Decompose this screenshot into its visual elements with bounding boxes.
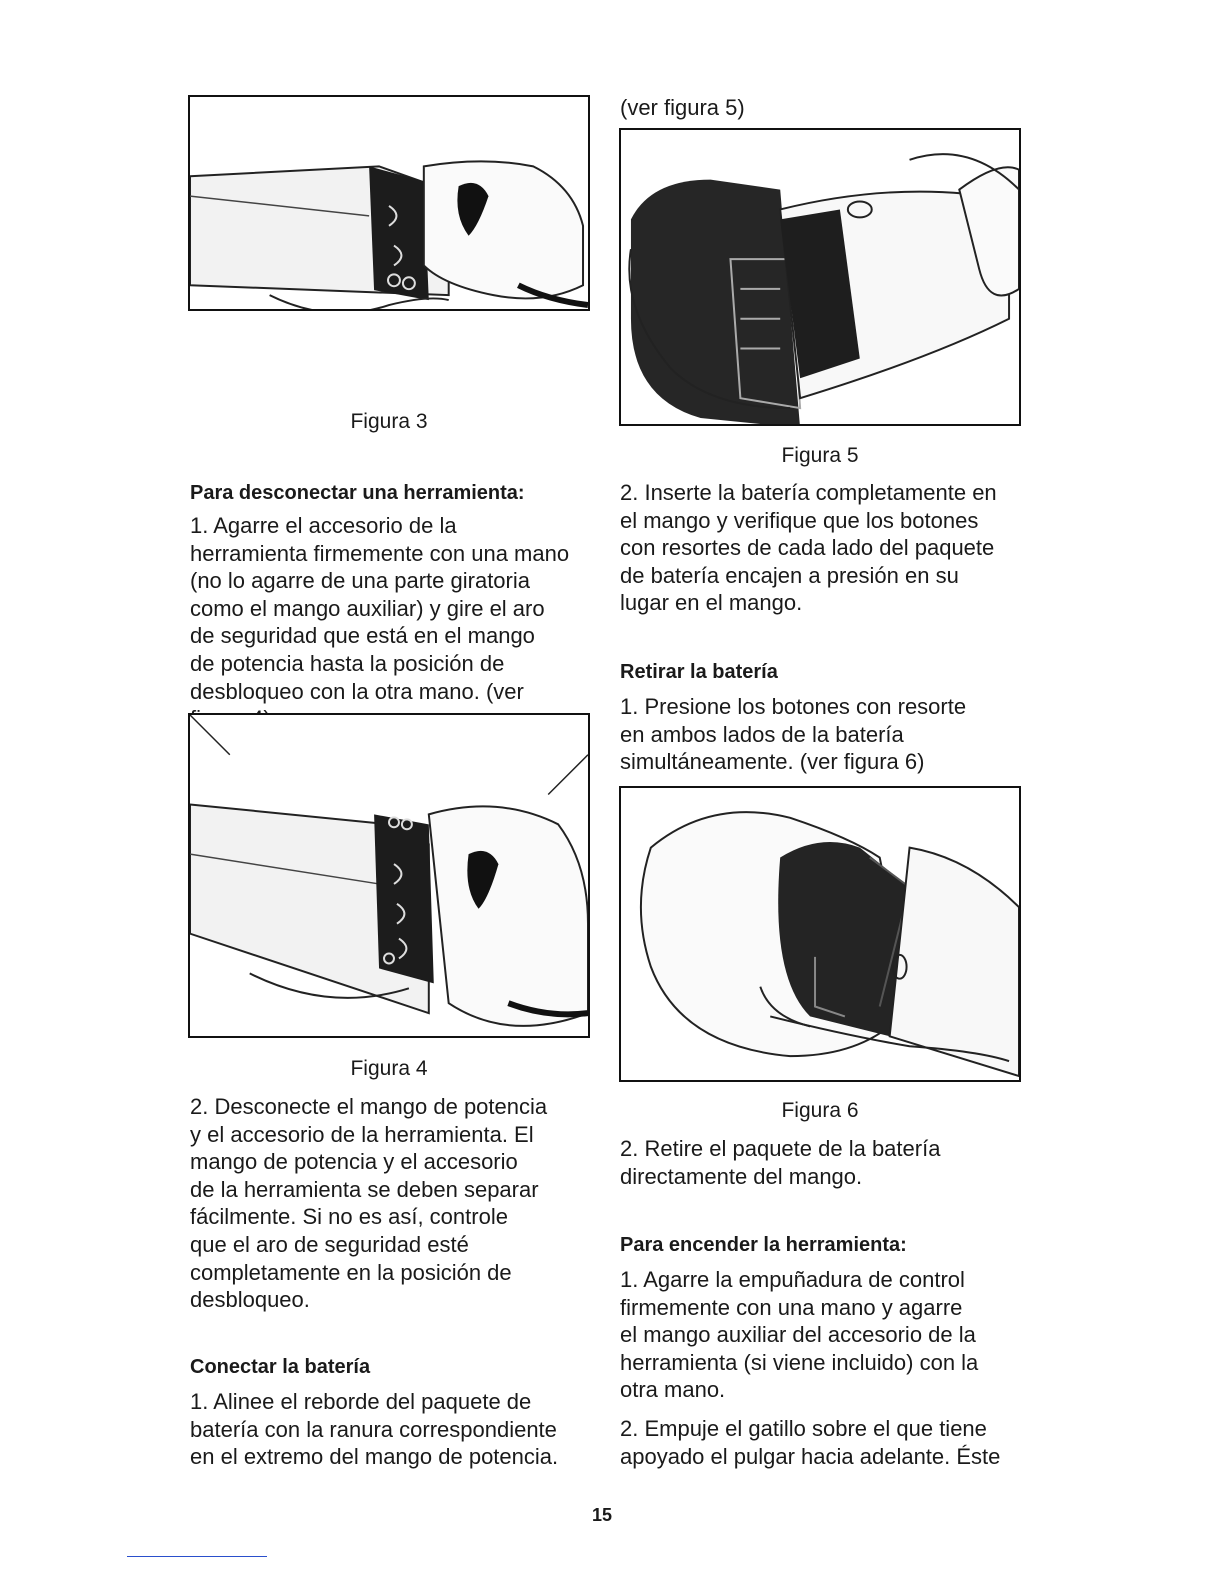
connect-battery-step-1: 1. Alinee el reborde del paquete de batería con la ranura correspondiente en el extremo del mango de potencia. <box>190 1389 559 1470</box>
figure-3-caption: Figura 3 <box>350 410 428 433</box>
footer-rule <box>127 1556 267 1557</box>
connect-battery-step-2: 2. Inserte la batería completamente en el mango y verifique que los botones con resortes de cada lado del paquete de batería encajen a presión en su lugar en el mango. <box>620 480 997 616</box>
figure-4-caption: Figura 4 <box>350 1057 428 1080</box>
heading-disconnect-tool: Para desconectar una herramienta: <box>190 482 525 504</box>
heading-remove-battery: Retirar la batería <box>620 661 778 683</box>
disconnect-step-2: 2. Desconecte el mango de potencia y el accesorio de la herramienta. El mango de potencia y el accesorio de la herramienta se deben separar fácilmente. Si no es así, controle que el aro de seguridad esté completamente en la posición de desbloqueo. <box>190 1094 548 1313</box>
turn-on-step-1: 1. Agarre la empuñadura de control firmemente con una mano y agarre el mango auxiliar del accesorio de la herramienta (si viene incluido) con la otra mano. <box>620 1267 979 1403</box>
figure-6-illustration <box>619 786 1021 1082</box>
heading-connect-battery: Conectar la batería <box>190 1356 371 1378</box>
see-figure-5-text: (ver figura 5) <box>620 95 745 120</box>
figure-6-caption: Figura 6 <box>781 1099 859 1122</box>
page-number: 15 <box>591 1505 613 1525</box>
turn-on-step-2: 2. Empuje el gatillo sobre el que tiene apoyado el pulgar hacia adelante. Éste <box>620 1416 1001 1469</box>
figure-5-caption: Figura 5 <box>781 444 859 467</box>
heading-turn-on-tool: Para encender la herramienta: <box>620 1234 907 1256</box>
disconnect-step-1: 1. Agarre el accesorio de la herramienta firmemente con una mano (no lo agarre de una parte giratoria como el mango auxiliar) y gire el aro de seguridad que está en el mango de potencia hasta la posición de desbloqueo con la otra mano. (ver <box>190 513 570 704</box>
figure-4-illustration <box>188 713 590 1038</box>
figure-3-illustration <box>188 95 590 311</box>
figure-5-illustration <box>619 128 1021 426</box>
remove-battery-step-1: 1. Presione los botones con resorte en ambos lados de la batería simultáneamente. (ver figura 6) <box>620 694 967 775</box>
remove-battery-step-2: 2. Retire el paquete de la batería directamente del mango. <box>620 1136 941 1189</box>
